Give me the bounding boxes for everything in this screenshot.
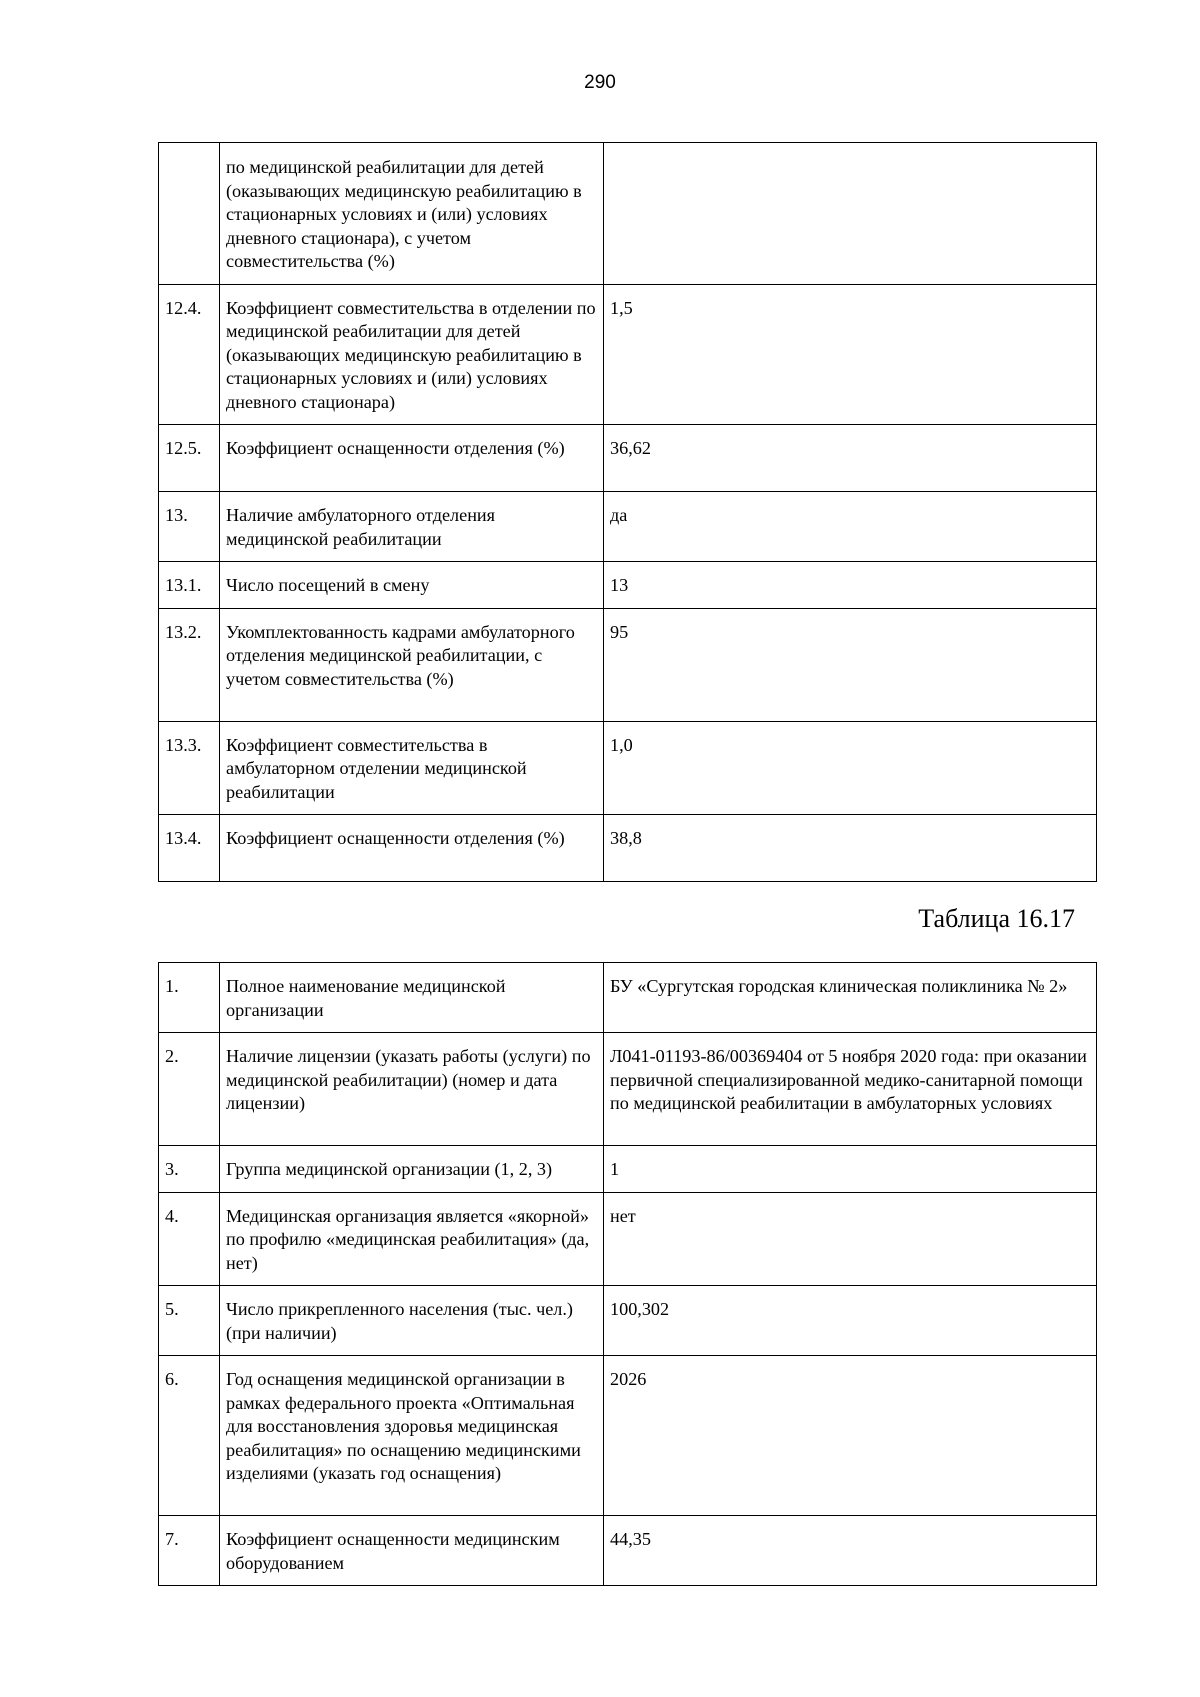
- row-value: 13: [604, 562, 1097, 609]
- row-value: 44,35: [604, 1516, 1097, 1586]
- row-indicator: Год оснащения медицинской организации в рамках федерального проекта «Оптимальная для восстановления здоровья медицинская реабилитация» по оснащению медицинскими изделиями (указать год оснащения): [220, 1356, 604, 1516]
- table-row: [159, 1192, 1097, 1286]
- row-number: 7.: [159, 1516, 220, 1586]
- row-number: 2.: [159, 1033, 220, 1146]
- table-row: [159, 963, 1097, 1033]
- row-number: 13.2.: [159, 608, 220, 721]
- table-row: [159, 284, 1097, 425]
- page-number: 290: [584, 72, 616, 93]
- row-number: 4.: [159, 1192, 220, 1286]
- row-number: 12.4.: [159, 284, 220, 425]
- row-value: 1: [604, 1146, 1097, 1193]
- row-indicator: Коэффициент оснащенности отделения (%): [220, 815, 604, 882]
- table-row: [159, 608, 1097, 721]
- row-number: [159, 143, 220, 285]
- row-indicator: Группа медицинской организации (1, 2, 3): [220, 1146, 604, 1193]
- row-value: БУ «Сургутская городская клиническая поликлиника № 2»: [604, 963, 1097, 1033]
- row-indicator: по медицинской реабилитации для детей (оказывающих медицинскую реабилитацию в стационарных условиях и (или) условиях дневного стационара), с учетом совместительства (%): [220, 143, 604, 285]
- row-number: 13.: [159, 492, 220, 562]
- row-value: да: [604, 492, 1097, 562]
- row-number: 13.1.: [159, 562, 220, 609]
- table-row: [159, 1146, 1097, 1193]
- row-indicator: Коэффициент оснащенности медицинским оборудованием: [220, 1516, 604, 1586]
- row-indicator: Укомплектованность кадрами амбулаторного отделения медицинской реабилитации, с учетом совместительства (%): [220, 608, 604, 721]
- row-number: 3.: [159, 1146, 220, 1193]
- row-number: 6.: [159, 1356, 220, 1516]
- row-indicator: Коэффициент оснащенности отделения (%): [220, 425, 604, 492]
- table-row: [159, 143, 1097, 285]
- table-caption: Таблица 16.17: [918, 904, 1075, 933]
- row-value: 1,5: [604, 284, 1097, 425]
- row-number: 13.4.: [159, 815, 220, 882]
- row-value: 1,0: [604, 721, 1097, 815]
- table-row: [159, 1286, 1097, 1356]
- row-indicator: Коэффициент совместительства в амбулаторном отделении медицинской реабилитации: [220, 721, 604, 815]
- row-indicator: Наличие амбулаторного отделения медицинской реабилитации: [220, 492, 604, 562]
- table-row: [159, 425, 1097, 492]
- row-indicator: Наличие лицензии (указать работы (услуги) по медицинской реабилитации) (номер и дата лицензии): [220, 1033, 604, 1146]
- row-indicator: Полное наименование медицинской организации: [220, 963, 604, 1033]
- row-indicator: Число прикрепленного населения (тыс. чел.) (при наличии): [220, 1286, 604, 1356]
- indicators-table-continued: [158, 142, 1097, 882]
- table-row: [159, 492, 1097, 562]
- organization-table: [158, 962, 1097, 1586]
- row-value: 38,8: [604, 815, 1097, 882]
- table-row: [159, 1033, 1097, 1146]
- table-row: [159, 815, 1097, 882]
- row-number: 12.5.: [159, 425, 220, 492]
- row-value: 2026: [604, 1356, 1097, 1516]
- table-row: [159, 1516, 1097, 1586]
- row-number: 1.: [159, 963, 220, 1033]
- table-row: [159, 562, 1097, 609]
- row-number: 13.3.: [159, 721, 220, 815]
- row-indicator: Медицинская организация является «якорной» по профилю «медицинская реабилитация» (да, нет): [220, 1192, 604, 1286]
- row-value: 95: [604, 608, 1097, 721]
- table-row: [159, 1356, 1097, 1516]
- row-value: 100,302: [604, 1286, 1097, 1356]
- row-indicator: Коэффициент совместительства в отделении по медицинской реабилитации для детей (оказывающих медицинскую реабилитацию в стационарных условиях и (или) условиях дневного стационара): [220, 284, 604, 425]
- row-value: Л041-01193-86/00369404 от 5 ноября 2020 года: при оказании первичной специализированной медико-санитарной помощи по медицинской реабилитации в амбулаторных условиях: [604, 1033, 1097, 1146]
- table-row: [159, 721, 1097, 815]
- row-value: [604, 143, 1097, 285]
- row-value: нет: [604, 1192, 1097, 1286]
- row-number: 5.: [159, 1286, 220, 1356]
- row-value: 36,62: [604, 425, 1097, 492]
- row-indicator: Число посещений в смену: [220, 562, 604, 609]
